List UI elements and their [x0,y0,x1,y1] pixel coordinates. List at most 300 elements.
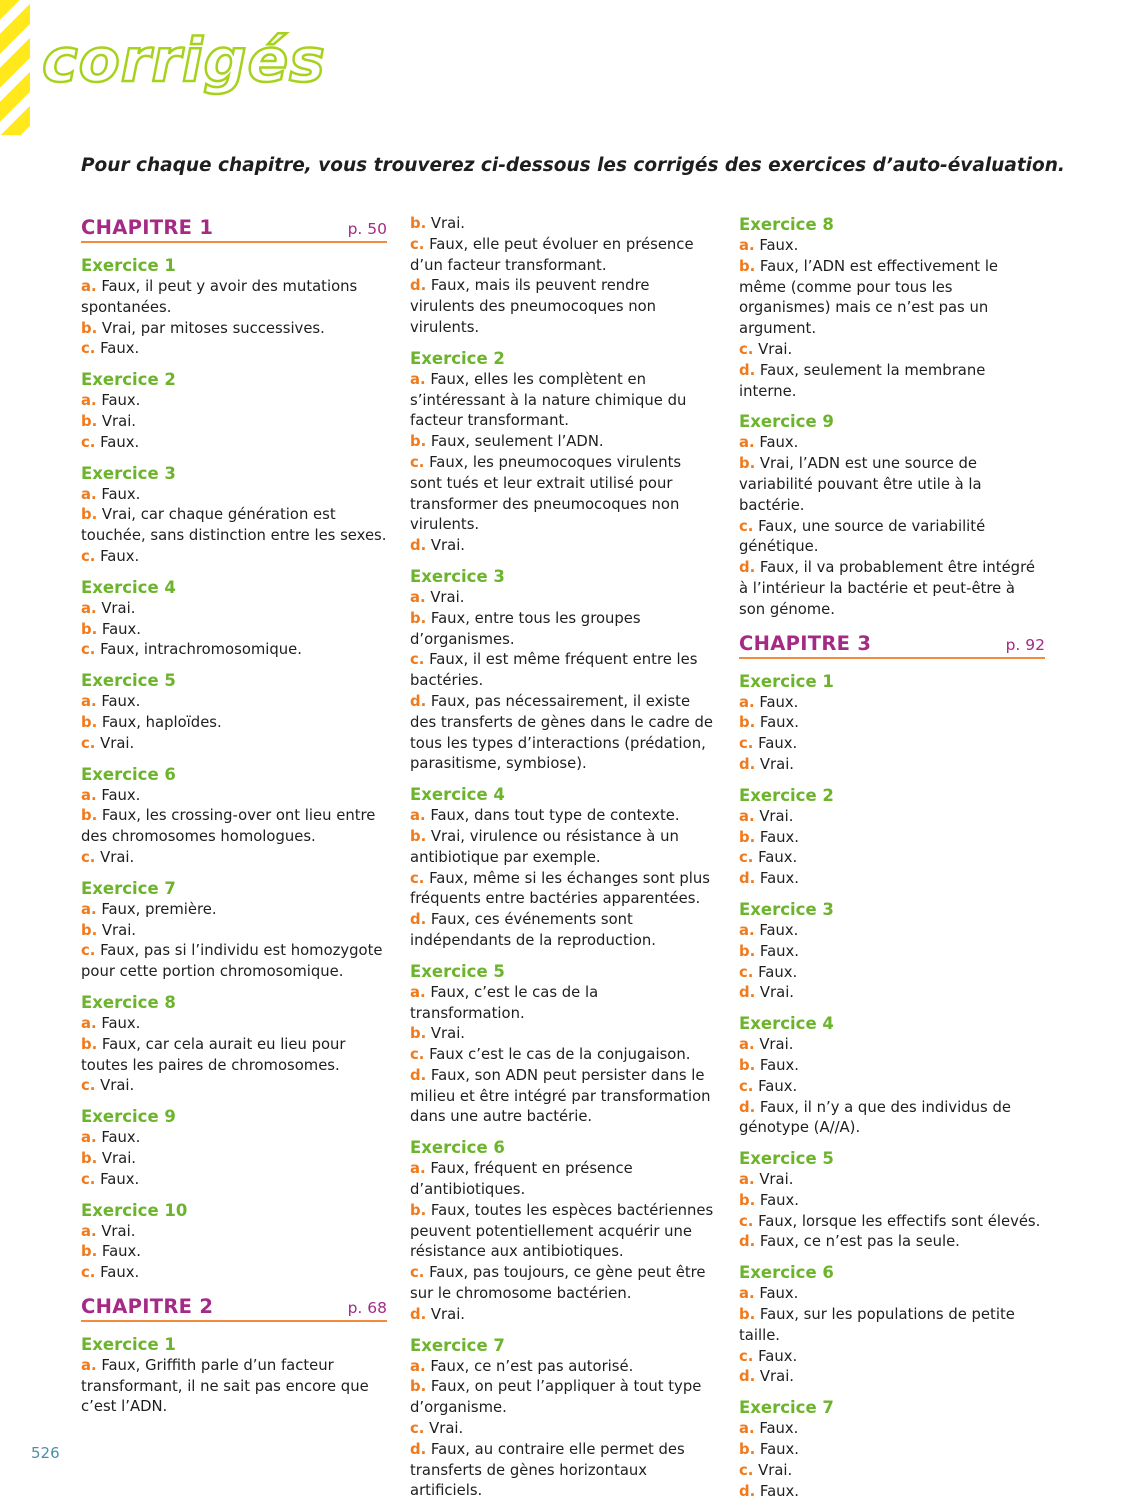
page-number: 526 [31,1444,60,1462]
answer-text: Vrai. [97,412,137,430]
answer-text: Faux. [754,237,799,254]
exercise-title: Exercice 3 [410,566,505,586]
answer-item [410,1305,716,1326]
answer-letter: a. [81,599,97,617]
answer-text: Faux, c’est le cas de la transformation. [410,983,599,1022]
answer-item [410,1024,716,1045]
answer-item [81,620,387,641]
answer-item [739,848,1045,869]
answer-text: Faux. [753,1077,798,1095]
answer-item [410,1263,716,1305]
exercise-title: Exercice 1 [739,671,834,691]
answer-text: Faux, ces événements sont indépendants de la reproduction. [410,911,657,949]
answer-item [739,257,1045,340]
answer-letter: b. [739,942,756,960]
answer-text: Faux. [95,1170,140,1188]
answer-text: Faux, Griffith parle d’un facteur transformant, il ne sait pas encore que c’est l’ADN. [81,1356,369,1416]
answer-item [739,1284,1045,1305]
answer-text: Faux, ce n’est pas la seule. [755,1233,960,1251]
answer-text: Faux. [96,1014,141,1032]
answer-letter: a. [81,786,97,804]
answer-letter: a. [739,1171,755,1189]
answer-letter: a. [410,1160,426,1178]
answer-text: Vrai. [96,1222,136,1240]
answer-letter: c. [410,1046,425,1064]
answer-letter: c. [410,1420,425,1438]
answer-letter: c. [81,1077,96,1095]
exercise-block [410,1335,716,1503]
answer-text: Faux, seulement la membrane interne. [739,361,986,400]
answer-text: Vrai. [426,1025,466,1043]
exercise-title: Exercice 2 [739,785,834,805]
answer-text: Faux. [754,434,799,452]
exercise-title: Exercice 9 [81,1107,176,1127]
answer-text: Faux, son ADN peut persister dans le milieu et être intégré par transformation dans une autre bactérie. [410,1066,711,1126]
exercise-block [410,961,716,1129]
answer-item [739,236,1045,257]
answer-text: Faux. [755,1056,799,1074]
answer-letter: c. [81,942,96,960]
answer-item [410,827,716,869]
exercise-block [81,577,387,661]
answer-letter: d. [410,1066,427,1084]
exercise-block [410,566,716,775]
exercise-title: Exercice 5 [739,1149,834,1169]
exercise-block [410,1137,716,1325]
answer-item [81,599,387,620]
answer-item [739,1232,1045,1253]
answer-text: Faux, elle peut évoluer en présence d’un facteur transformant. [410,235,694,274]
answer-letter: d. [410,911,427,929]
exercise-title: Exercice 1 [81,1334,176,1354]
answer-letter: d. [739,1233,756,1251]
answer-item [81,1170,387,1191]
answer-item [739,454,1045,516]
exercise-title: Exercice 6 [410,1138,505,1158]
answer-letter: d. [410,692,427,710]
answer-item [410,588,716,609]
chapter-page-ref: p. 68 [347,1298,387,1317]
exercise-title: Exercice 6 [81,764,176,784]
exercise-block [81,764,387,869]
answer-letter: c. [81,734,96,752]
answer-letter: d. [739,755,756,773]
answer-letter: b. [739,1191,756,1209]
chapter-title: CHAPITRE 1 [81,216,214,239]
exercise-title: Exercice 4 [739,1014,834,1034]
answer-item [410,1440,716,1502]
exercise-block [739,899,1045,1004]
exercise-block [81,878,387,983]
answer-item [739,517,1045,559]
answer-text: Faux, sur les populations de petite taille. [739,1306,1015,1344]
answer-letter: d. [739,361,756,379]
intro-text: Pour chaque chapitre, vous trouverez ci-dessous les corrigés des exercices d’auto-évaluation. [81,155,1065,176]
answer-text: Faux, entre tous les groupes d’organismes. [410,609,641,648]
answer-item [739,433,1045,454]
answer-text: Faux, au contraire elle permet des transferts de gènes horizontaux artificiels. [410,1440,685,1500]
answer-item [81,1149,387,1170]
answer-letter: c. [81,340,96,358]
answer-letter: b. [410,1025,427,1043]
answer-item [410,536,716,557]
answer-letter: c. [81,1264,96,1282]
answer-letter: a. [410,1357,426,1375]
answer-letter: c. [410,651,425,669]
answer-item [739,963,1045,984]
answer-letter: c. [410,869,425,887]
answer-letter: a. [81,693,97,711]
decorative-stripe [0,0,30,135]
answer-item [81,848,387,869]
answer-item [739,558,1045,620]
answer-text: Faux. [96,392,141,410]
answer-letter: b. [410,1378,427,1396]
answer-text: Vrai. [754,807,794,825]
answer-item [739,1056,1045,1077]
exercise-title: Exercice 3 [81,463,176,483]
answer-letter: d. [410,277,427,295]
exercise-title: Exercice 3 [739,899,834,919]
answer-text: Vrai. [755,1368,795,1386]
exercise-block [81,463,387,568]
exercise-block [739,671,1045,776]
answer-item [81,806,387,848]
answer-letter: a. [410,983,426,1001]
answer-item [739,828,1045,849]
answer-letter: d. [739,559,756,577]
exercise-title: Exercice 10 [81,1200,188,1220]
exercise-block [81,255,387,360]
answer-letter: a. [739,1420,755,1438]
answer-text: Faux, les pneumocoques virulents sont tués et leur extrait utilisé pour transformer des pneumocoques non virulents. [410,453,682,534]
answer-item [739,755,1045,776]
answer-text: Faux. [96,485,141,503]
answer-text: Vrai, virulence ou résistance à un antibiotique par exemple. [410,827,679,866]
answer-text: Faux, toutes les espèces bactériennes peuvent potentiellement acquérir une résistance aux antibiotiques. [410,1201,714,1261]
exercise-title: Exercice 9 [739,412,834,432]
answer-item [81,734,387,755]
answer-text: Faux, lorsque les effectifs sont élevés. [753,1212,1041,1230]
answer-letter: a. [739,807,755,825]
answer-item [739,1170,1045,1191]
answer-letter: b. [81,319,98,337]
answer-text: Faux, pas si l’individu est homozygote pour cette portion chromosomique. [81,942,383,981]
answer-text: Vrai, l’ADN est une source de variabilité pouvant être utile à la bactérie. [739,455,982,514]
answer-letter: c. [739,1461,754,1479]
answer-letter: a. [739,693,755,711]
answer-letter: b. [81,807,98,825]
answer-item [81,319,387,340]
answer-text: Vrai. [753,340,793,358]
exercise-block [739,1262,1045,1388]
answer-text: Vrai. [95,734,135,752]
answer-item [410,453,716,536]
answer-item [739,713,1045,734]
answer-letter: d. [739,1368,756,1386]
answer-letter: b. [739,1441,756,1459]
answer-item [739,1098,1045,1140]
answer-letter: a. [739,434,755,452]
answer-letter: c. [81,547,96,565]
answer-item [81,1035,387,1077]
chapter-title: CHAPITRE 3 [739,631,872,655]
continued-block [410,214,716,339]
answer-text: Vrai. [753,1461,793,1479]
answer-item [739,1191,1045,1212]
answer-item [739,340,1045,361]
answer-item [739,869,1045,890]
answer-text: Vrai. [754,1036,794,1054]
answer-text: Faux, car cela aurait eu lieu pour toutes les paires de chromosomes. [81,1035,346,1074]
answer-letter: d. [739,984,756,1002]
answer-text: Faux. [754,1285,799,1303]
answer-text: Faux, il peut y avoir des mutations spontanées. [81,278,358,316]
answer-text: Faux, il n’y a que des individus de génotype (A//A). [739,1098,1011,1137]
answer-item [410,1357,716,1378]
chapter-heading [81,1293,387,1322]
answer-text: Vrai. [97,921,137,939]
column-3 [739,214,1045,1511]
answer-letter: b. [739,257,756,275]
answer-text: Faux c’est le cas de la conjugaison. [424,1046,691,1064]
answer-item [739,1367,1045,1388]
answer-letter: c. [739,1077,754,1095]
answer-text: Vrai. [95,1077,135,1095]
exercise-block [739,785,1045,890]
answer-item [739,1419,1045,1440]
answer-letter: a. [739,921,755,939]
answer-letter: c. [739,963,754,981]
answer-text: Faux, même si les échanges sont plus fréquents entre bactéries apparentées. [410,869,710,908]
answer-letter: a. [739,1036,755,1054]
answer-text: Faux, seulement l’ADN. [426,433,604,451]
answer-letter: b. [81,620,98,638]
exercise-block [81,1106,387,1190]
answer-item [81,900,387,921]
answer-text: Faux. [755,1441,799,1459]
answer-letter: c. [410,453,425,471]
answer-text: Faux, ce n’est pas autorisé. [425,1357,634,1375]
answer-text: Faux. [755,714,799,732]
answer-letter: b. [81,412,98,430]
answer-item [81,921,387,942]
answer-text: Faux, pas nécessairement, il existe des transferts de gènes dans le cadre de tous les types d’interactions (prédation, parasitisme, symbiose). [410,692,713,773]
answer-text: Faux, il va probablement être intégré à l’intérieur la bactérie et peut-être à son génome. [739,559,1035,618]
answer-letter: d. [410,1305,427,1323]
answer-item [410,276,716,338]
answer-text: Faux. [755,1482,799,1500]
answer-item [81,1263,387,1284]
answer-letter: a. [739,237,755,254]
answer-letter: a. [81,278,97,295]
answer-item [739,921,1045,942]
answer-letter: c. [410,1264,425,1282]
exercise-block [739,1397,1045,1502]
answer-text: Vrai. [424,1420,464,1438]
answer-item [81,1242,387,1263]
exercise-block [81,1200,387,1284]
answer-item [410,1066,716,1128]
exercise-title: Exercice 4 [81,577,176,597]
answer-text: Faux. [754,693,799,711]
answer-text: Faux, première. [96,900,217,918]
answer-text: Vrai. [96,599,136,617]
exercise-title: Exercice 5 [410,961,505,981]
answer-letter: c. [739,735,754,753]
answer-item [410,806,716,827]
answer-text: Vrai. [754,1171,794,1189]
answer-text: Faux. [753,1347,798,1365]
exercise-block [81,369,387,453]
answer-letter: c. [81,848,96,866]
answer-letter: b. [81,1243,98,1261]
answer-letter: a. [81,392,97,410]
answer-item [81,1222,387,1243]
answer-item [81,1076,387,1097]
answer-item [410,869,716,911]
answer-letter: b. [81,921,98,939]
answer-text: Faux, les crossing-over ont lieu entre des chromosomes homologues. [81,807,376,846]
answer-item [81,412,387,433]
answer-text: Faux, une source de variabilité génétique. [739,517,986,556]
answer-letter: b. [81,1149,98,1167]
answer-item [410,609,716,651]
answer-item [81,505,387,547]
answer-text: Faux, haploïdes. [97,713,222,731]
exercise-title: Exercice 7 [410,1335,505,1355]
answer-item [81,433,387,454]
exercise-block [739,1148,1045,1253]
answer-text: Faux. [96,1129,141,1147]
answer-letter: d. [410,1440,427,1458]
answer-letter: d. [739,1482,756,1500]
chapter-title: CHAPITRE 2 [81,1294,214,1318]
answer-item [739,1077,1045,1098]
answer-item [81,692,387,713]
answer-item [739,693,1045,714]
answer-text: Vrai. [426,1305,466,1323]
chapter-page-ref: p. 50 [347,220,387,238]
exercise-title: Exercice 7 [81,878,176,898]
answer-text: Faux. [753,735,798,753]
exercise-block [739,1013,1045,1139]
answer-letter: a. [81,1129,97,1147]
answer-item [739,1440,1045,1461]
answer-letter: b. [739,828,756,846]
answer-letter: b. [81,1035,98,1053]
answer-letter: b. [410,827,427,845]
exercise-block [81,1334,387,1418]
exercise-title: Exercice 6 [739,1263,834,1283]
answer-item [410,432,716,453]
answer-letter: d. [739,1098,756,1116]
answer-item [81,713,387,734]
answer-item [739,942,1045,963]
answer-item [739,1461,1045,1482]
answer-letter: b. [410,433,427,451]
answer-letter: c. [739,849,754,867]
answer-item [81,941,387,983]
answer-item [739,1347,1045,1368]
answer-text: Faux. [755,1191,799,1209]
answer-letter: c. [410,235,425,253]
answer-item [739,1035,1045,1056]
exercise-title: Exercice 2 [410,348,505,368]
answer-letter: c. [81,641,96,659]
answer-letter: c. [81,433,96,451]
answer-item [81,786,387,807]
answer-text: Vrai. [426,215,466,232]
answer-letter: c. [739,1212,754,1230]
answer-item [81,391,387,412]
chapter-heading [81,214,387,243]
exercise-block [81,670,387,754]
answer-item [81,339,387,360]
answer-text: Vrai. [426,537,466,555]
chapter-heading [739,630,1045,659]
exercise-title: Exercice 7 [739,1398,834,1418]
answer-text: Faux. [755,828,799,846]
exercise-title: Exercice 1 [81,256,176,275]
answer-item [410,1159,716,1201]
answer-text: Faux. [95,340,140,358]
answer-letter: b. [81,506,98,524]
answer-text: Faux, fréquent en présence d’antibiotiques. [410,1160,633,1199]
answer-item [81,277,387,319]
answer-text: Vrai. [755,755,795,773]
answer-item [410,692,716,775]
answer-item [410,983,716,1025]
answer-item [739,1482,1045,1503]
answer-text: Faux. [754,1420,799,1438]
answer-letter: a. [81,1014,97,1032]
answer-text: Faux. [755,942,799,960]
answer-text: Vrai. [425,588,465,606]
answer-text: Vrai. [95,848,135,866]
answer-text: Faux. [753,849,798,867]
answer-text: Vrai, par mitoses successives. [97,319,325,337]
page-title: corrigés [42,26,326,96]
answer-text: Faux. [754,921,799,939]
answer-letter: b. [739,714,756,732]
answer-item [410,1201,716,1263]
chapter-page-ref: p. 92 [1005,635,1045,654]
answer-text: Faux. [96,693,141,711]
answer-item [81,1356,387,1418]
answer-letter: a. [410,807,426,825]
answer-letter: b. [410,215,427,232]
answer-item [410,650,716,692]
answer-item [739,734,1045,755]
answer-text: Faux, on peut l’appliquer à tout type d’organisme. [410,1378,702,1417]
exercise-block [739,214,1045,402]
exercise-block [81,992,387,1097]
answer-text: Faux, pas toujours, ce gène peut être sur le chromosome bactérien. [410,1264,706,1303]
answer-letter: c. [81,1170,96,1188]
answer-letter: a. [81,900,97,918]
answer-letter: a. [81,1222,97,1240]
answer-text: Faux. [96,786,141,804]
answer-item [81,1128,387,1149]
answer-item [410,235,716,277]
answer-letter: b. [739,1056,756,1074]
exercise-title: Exercice 4 [410,785,505,805]
exercise-block [410,784,716,952]
exercise-title: Exercice 5 [81,671,176,691]
answer-item [739,807,1045,828]
answer-text: Faux, elles les complètent en s’intéressant à la nature chimique du facteur transformant. [410,370,687,430]
